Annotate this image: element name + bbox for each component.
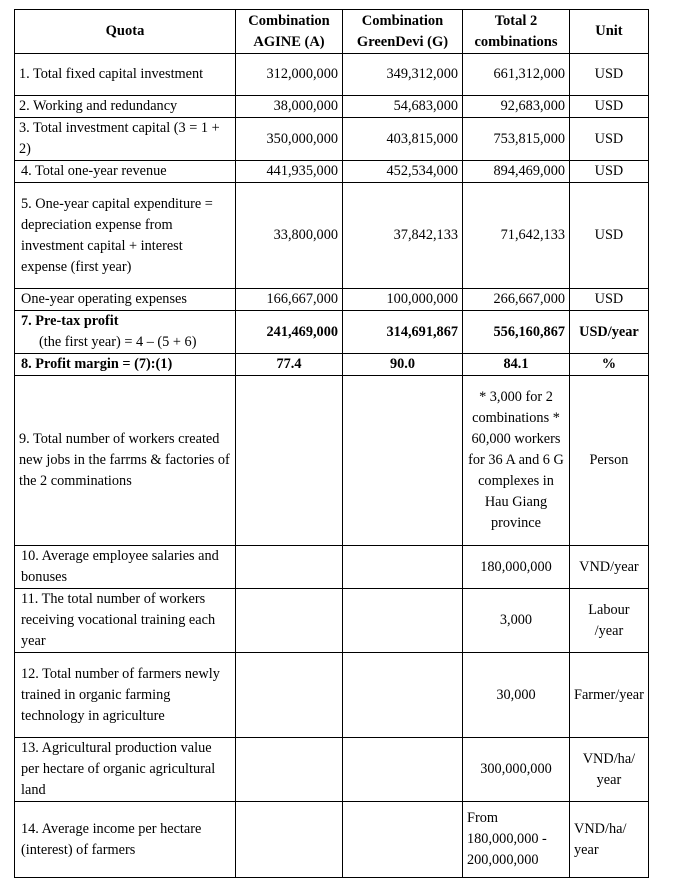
value-total-cell: 71,642,133 [463, 183, 570, 289]
value-a-cell: 241,469,000 [236, 311, 343, 354]
table-row [15, 118, 649, 161]
value-g-cell: 403,815,000 [343, 118, 463, 161]
value-g-cell: 54,683,000 [343, 96, 463, 118]
table-row [15, 546, 649, 589]
unit-cell: USD [570, 54, 649, 96]
table-row [15, 54, 649, 96]
quota-cell [15, 311, 236, 354]
value-total-cell: 556,160,867 [463, 311, 570, 354]
quota-cell: 12. Total number of farmers newly trained in organic farming technology in agriculture [15, 653, 236, 738]
value-a-cell [236, 376, 343, 546]
value-total-cell: 266,667,000 [463, 289, 570, 311]
unit-cell: USD [570, 289, 649, 311]
quota-cell: 13. Agricultural production value per hectare of organic agricultural land [15, 738, 236, 802]
table-row [15, 802, 649, 878]
value-a-cell [236, 589, 343, 653]
header-quota: Quota [15, 10, 236, 54]
table-row [15, 738, 649, 802]
unit-cell: USD [570, 96, 649, 118]
value-total-cell: 753,815,000 [463, 118, 570, 161]
value-total-cell: 84.1 [463, 354, 570, 376]
quota-cell: 2. Working and redundancy [15, 96, 236, 118]
quota-cell: 11. The total number of workers receiving vocational training each year [15, 589, 236, 653]
unit-cell: VND/ha/ year [570, 802, 649, 878]
table-row [15, 354, 649, 376]
value-a-cell: 77.4 [236, 354, 343, 376]
value-a-cell [236, 546, 343, 589]
quota-cell: One-year operating expenses [15, 289, 236, 311]
quota-title: 7. Pre-tax profit [21, 313, 119, 329]
value-g-cell: 100,000,000 [343, 289, 463, 311]
header-total: Total 2 combinations [463, 10, 570, 54]
value-a-cell [236, 738, 343, 802]
value-a-cell: 33,800,000 [236, 183, 343, 289]
value-g-cell [343, 546, 463, 589]
value-total-cell: From 180,000,000 - 200,000,000 [463, 802, 570, 878]
value-g-cell [343, 653, 463, 738]
value-a-cell: 38,000,000 [236, 96, 343, 118]
value-total-cell: 3,000 [463, 589, 570, 653]
value-a-cell: 441,935,000 [236, 161, 343, 183]
unit-cell: Farmer/year [570, 653, 649, 738]
value-a-cell [236, 802, 343, 878]
value-total-cell: 92,683,000 [463, 96, 570, 118]
value-g-cell [343, 738, 463, 802]
header-combination-a: Combination AGINE (A) [236, 10, 343, 54]
value-g-cell [343, 376, 463, 546]
value-g-cell: 37,842,133 [343, 183, 463, 289]
quota-subtitle: (the first year) = 4 – (5 + 6) [39, 334, 197, 350]
unit-cell: VND/ha/ year [570, 738, 649, 802]
table-row [15, 653, 649, 738]
header-row [15, 10, 649, 54]
unit-cell: Person [570, 376, 649, 546]
unit-cell: % [570, 354, 649, 376]
unit-cell: USD [570, 183, 649, 289]
value-a-cell: 166,667,000 [236, 289, 343, 311]
quota-cell: 3. Total investment capital (3 = 1 + 2) [15, 118, 236, 161]
quota-cell: 1. Total fixed capital investment [15, 54, 236, 96]
quota-cell: 4. Total one-year revenue [15, 161, 236, 183]
unit-cell: USD [570, 118, 649, 161]
quota-cell: 8. Profit margin = (7):(1) [15, 354, 236, 376]
table-row [15, 376, 649, 546]
unit-cell: USD/year [570, 311, 649, 354]
value-total-cell: 180,000,000 [463, 546, 570, 589]
table-row [15, 289, 649, 311]
unit-cell: VND/year [570, 546, 649, 589]
table-row [15, 183, 649, 289]
table-row [15, 161, 649, 183]
value-a-cell [236, 653, 343, 738]
quota-cell: 14. Average income per hectare (interest) of farmers [15, 802, 236, 878]
value-g-cell [343, 802, 463, 878]
table-row [15, 311, 649, 354]
value-total-cell: 300,000,000 [463, 738, 570, 802]
quota-cell: 5. One-year capital expenditure = depreciation expense from investment capital + interest expense (first year) [15, 183, 236, 289]
quota-cell: 9. Total number of workers created new jobs in the farrms & factories of the 2 comminations [15, 376, 236, 546]
value-total-cell: 30,000 [463, 653, 570, 738]
value-total-cell: 894,469,000 [463, 161, 570, 183]
value-g-cell [343, 589, 463, 653]
value-g-cell: 452,534,000 [343, 161, 463, 183]
value-g-cell: 349,312,000 [343, 54, 463, 96]
value-g-cell: 90.0 [343, 354, 463, 376]
header-combination-g: Combination GreenDevi (G) [343, 10, 463, 54]
value-a-cell: 350,000,000 [236, 118, 343, 161]
investment-quota-table [14, 9, 649, 878]
quota-cell: 10. Average employee salaries and bonuses [15, 546, 236, 589]
table-row [15, 96, 649, 118]
unit-cell: USD [570, 161, 649, 183]
value-total-cell: 661,312,000 [463, 54, 570, 96]
header-unit: Unit [570, 10, 649, 54]
table-row [15, 589, 649, 653]
value-a-cell: 312,000,000 [236, 54, 343, 96]
unit-cell: Labour /year [570, 589, 649, 653]
value-total-cell: * 3,000 for 2 combinations * 60,000 workers for 36 A and 6 G complexes in Hau Giang province [463, 376, 570, 546]
value-g-cell: 314,691,867 [343, 311, 463, 354]
